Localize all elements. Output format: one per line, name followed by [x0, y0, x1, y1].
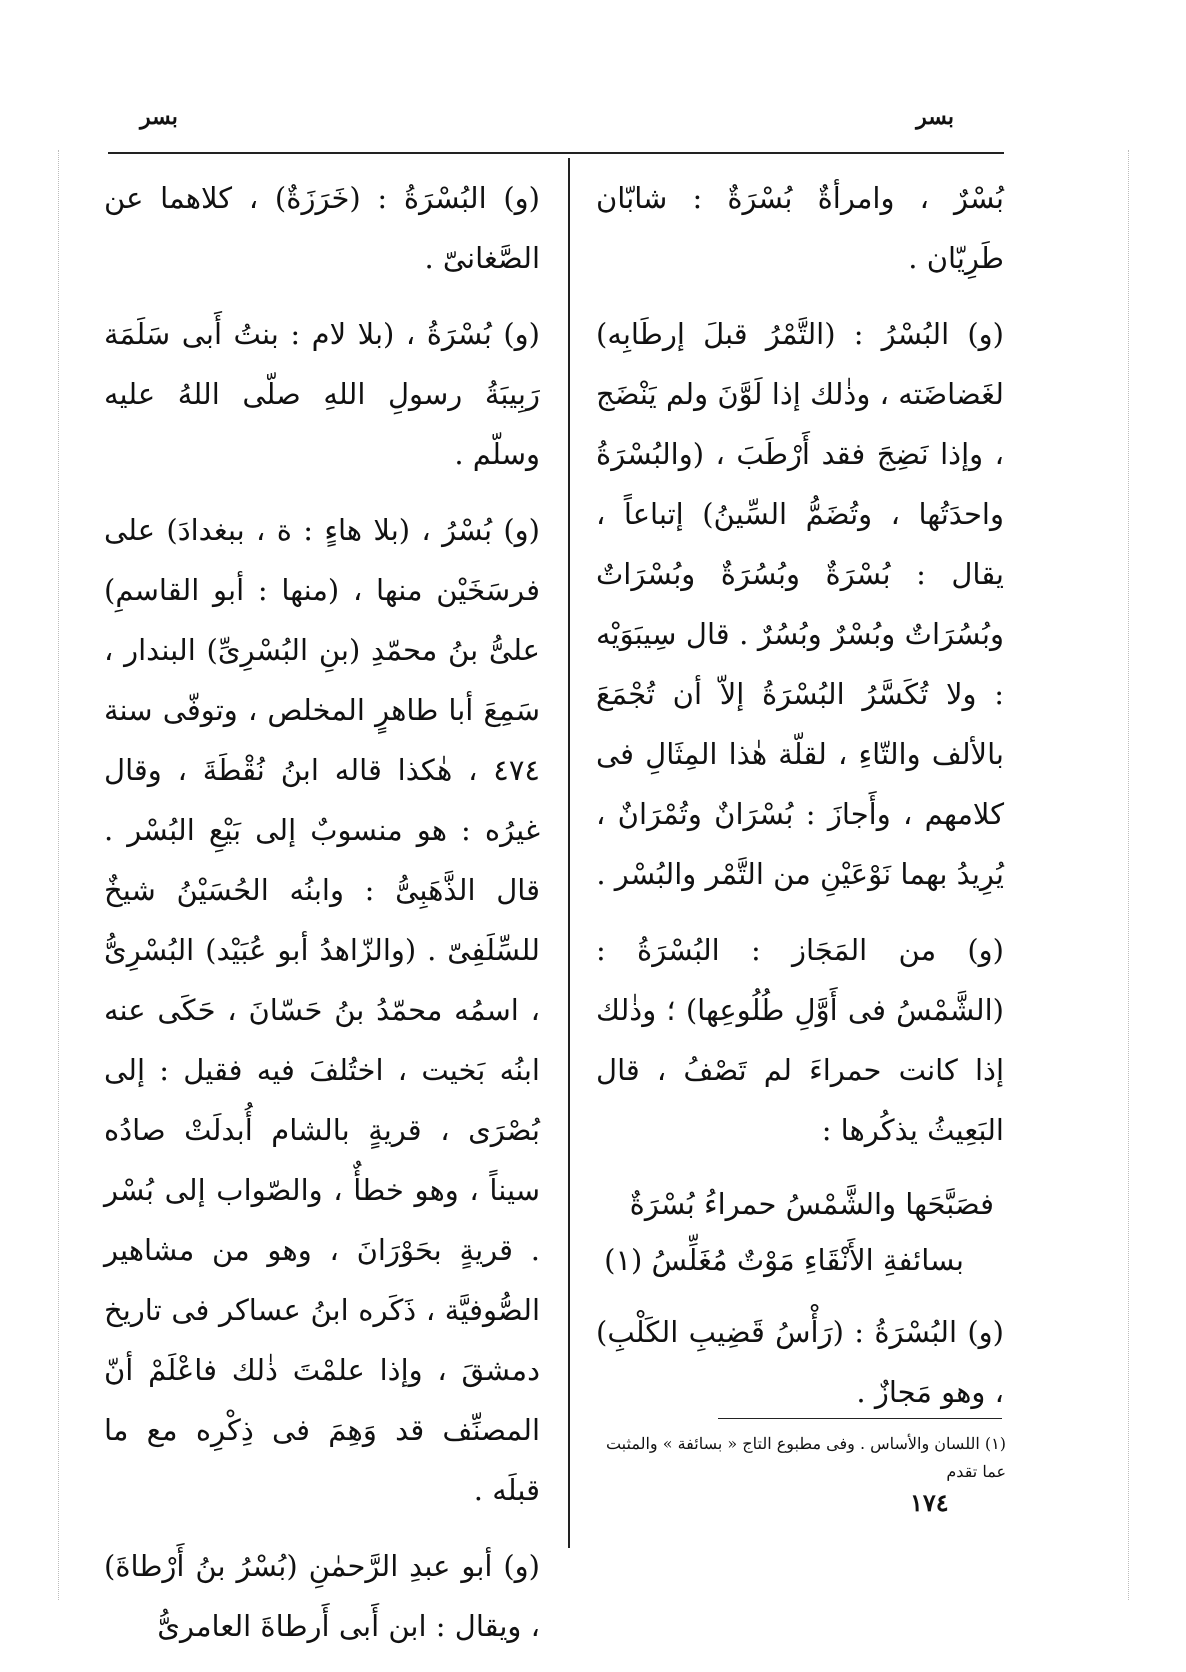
running-header-left: بسر [140, 104, 178, 130]
column-divider [568, 158, 570, 1548]
running-header-right: بسر [916, 104, 954, 130]
paragraph: (و) بُسْرُ ، (بلا هاءٍ : ة ، ببغدادَ) على فرسَخَيْن منها ، (منها : أبو القاسمِ) علىُّ بنُ محمّدِ (بنِ البُسْرِىِّ) البندار ، سَمِعَ أبا طاهرٍ المخلص ، وتوفّى سنة ٤٧٤ ، هٰكذا قاله ابنُ نُقْطَةَ ، وقال غيرُه : هو منسوبٌ إلى بَيْعِ البُسْر . قال الذَّهَبِىُّ : وابنُه الحُسَيْنُ شيخٌ للسِّلَفِىّ . (والزّاهدُ أبو عُبَيْد) البُسْرِىُّ ، اسمُه محمّدُ بنُ حَسّانَ ، حَكَى عنه ابنُه بَخيت ، اختُلفَ فيه فقيل : إلى بُصْرَى ، قريةٍ بالشام أُبدلَتْ صادُه سيناً ، وهو خطأٌ ، والصّواب إلى بُسْر . قريةٍ بحَوْرَانَ ، وهو من مشاهير الصُّوفيَّة ، ذَكَره ابنُ عساكر فى تاريخ دمشقَ ، وإذا علمْتَ ذٰلك فاعْلَمْ أنّ المصنِّف قد وَهِمَ فى ذِكْرِه مع ما قبلَه . [104, 513, 540, 1507]
paragraph: (و) البُسْرُ : (التَّمْرُ قبلَ إرطَابِه) لغَضاضَته ، وذٰلك إذا لَوَّنَ ولم يَنْضَج ، وإذا نَضِجَ فقد أَرْطَبَ ، (والبُسْرَةُ واحدَتُها ، وتُضَمُّ السِّينُ) إتباعاً ، يقال : بُسْرَةٌ وبُسُرَةٌ وبُسْرَاتٌ وبُسُرَاتٌ وبُسْرٌ وبُسُرٌ . قال سِيبَوَيْه : ولا تُكَسَّرُ البُسْرَةُ إلاّ أن تُجْمَعَ بالألف والتّاءِ ، لقلّة هٰذا المِثَالِ فى كلامهم ، وأَجازَ : بُسْرَانٌ وتُمْرَانٌ ، يُرِيدُ بهما نَوْعَيْنِ من التَّمْر والبُسْر . [596, 317, 1004, 891]
header-rule [108, 152, 1004, 154]
left-margin-guide [58, 150, 59, 1600]
verse-line-1: فصَبَّحَها والشَّمْسُ حمراءُ بُسْرَةٌ [629, 1187, 994, 1221]
poetry-verse [596, 1176, 1004, 1288]
paragraph: (و) أبو عبدِ الرَّحمٰنِ (بُسْرُ بنُ أَرْطاةَ) ، ويقال : ابن أَبى أَرطاةَ العامرىُّ [104, 1549, 540, 1643]
right-column [596, 168, 1004, 1438]
paragraph: (و) البُسْرَةُ : (رَأْسُ قَضِيبِ الكَلْبِ) ، وهو مَجازٌ . [596, 1315, 1004, 1409]
paragraph: (و) بُسْرَةُ ، (بلا لام : بنتُ أَبى سَلَمَة رَبِيبَةُ رسولِ اللهِ صلّى اللهُ عليه وسلّم . [104, 317, 540, 471]
page-number: ١٧٤ [910, 1488, 949, 1517]
footnote: (١) اللسان والأساس . وفى مطبوع التاج « بسائفة » والمثبت عما تقدم [605, 1434, 1006, 1481]
paragraph: بُسْرٌ ، وامرأةٌ بُسْرَةٌ : شابّان طَرِيّان . [596, 181, 1004, 275]
left-column [104, 168, 540, 1672]
right-margin-guide [1128, 150, 1129, 1600]
paragraph: (و) البُسْرَةُ : (خَرَزَةٌ) ، كلاهما عن الصَّغانىّ . [104, 181, 540, 275]
verse-line-2: بسائفةِ الأَنْقَاءِ مَوْتٌ مُغَلِّسُ (١) [604, 1243, 964, 1277]
footnote-rule [718, 1418, 1002, 1419]
paragraph: (و) من المَجَاز : البُسْرَةُ : (الشَّمْسُ فى أَوَّلِ طُلُوعِها) ؛ وذٰلك إذا كانت حمراءَ لم تَصْفُ ، قال البَعِيثُ يذكُرها : [596, 933, 1004, 1147]
